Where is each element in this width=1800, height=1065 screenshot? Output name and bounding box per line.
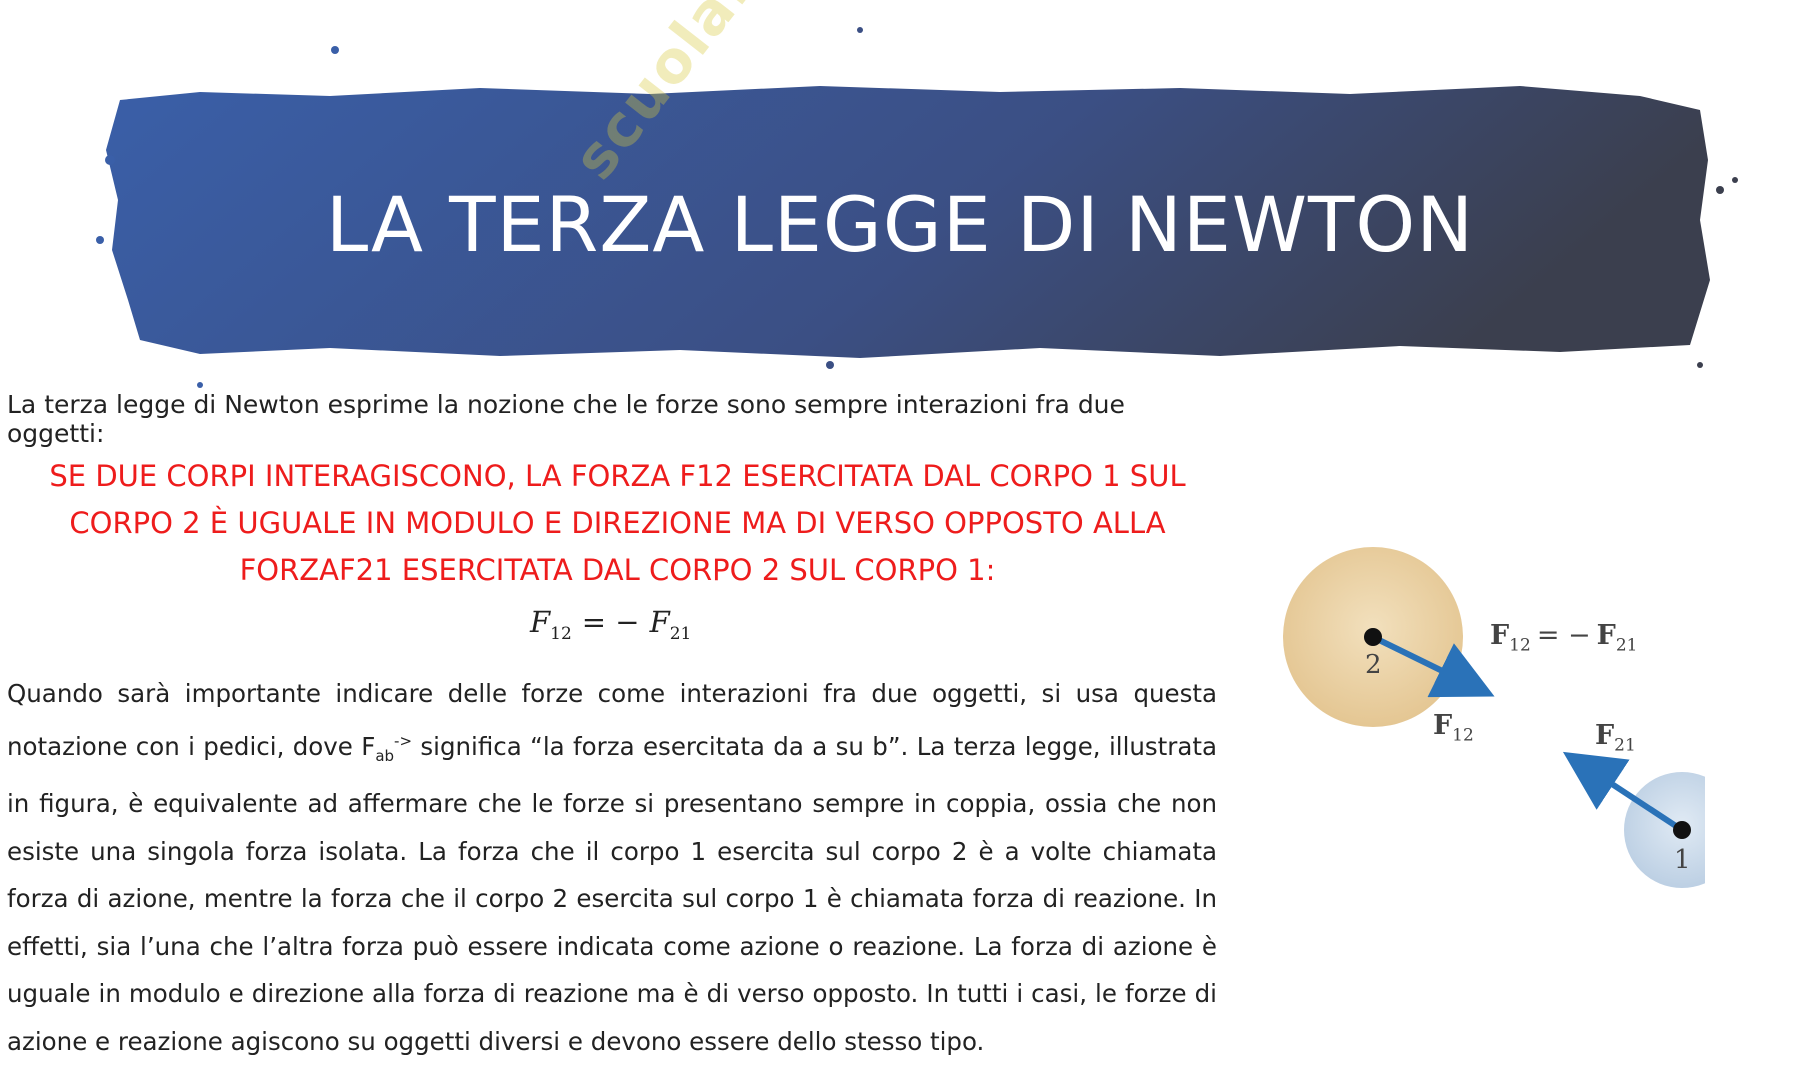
- relation-operator: = −: [1536, 620, 1591, 651]
- relation-sub: 12: [1509, 635, 1531, 656]
- intro-text: La terza legge di Newton esprime la nozione che le forze sono sempre interazioni fra due oggetti:: [7, 390, 1125, 448]
- law-statement: [30, 453, 1205, 594]
- f12-symbol: F: [1433, 710, 1453, 741]
- paragraph-text: significa “la forza esercitata da a su b”. La terza legge, illustrata in figura, è equivalente ad affermare che le forze si presentano sempre in coppia, ossia che non esiste una singola forza isolata. La forza che il corpo 1 esercita sul corpo 2 è a volte chiamata forza di azione, mentre la forza che il corpo 2 esercita sul corpo 1 è chiamata forza di reazione. In effetti, sia l’una che l’altra forza può essere indicata come azione o reazione. La forza di azione è uguale in modulo e direzione alla forza di reazione ma è di verso opposto. In tutti i casi, le forze di azione e reazione agiscono su oggetti diversi e devono essere dello stesso tipo.: [7, 731, 1217, 1056]
- formula-rhs-sub: 21: [669, 623, 692, 644]
- body-1-sphere: [1624, 772, 1705, 888]
- formula-rhs-symbol: F: [649, 605, 670, 639]
- third-law-figure: [1265, 540, 1705, 900]
- body-2-label: 2: [1365, 650, 1382, 680]
- law-formula: [530, 605, 691, 644]
- title-banner: [0, 0, 1800, 400]
- f12-label: [1433, 710, 1474, 745]
- formula-lhs-sub: 12: [550, 623, 572, 644]
- body-1-center: [1673, 821, 1691, 839]
- page-title: LA TERZA LEGGE DI NEWTON: [325, 180, 1475, 269]
- body-1-label: 1: [1674, 845, 1691, 875]
- law-statement-line: CORPO 2 È UGUALE IN MODULO E DIREZIONE MA DI VERSO OPPOSTO ALLA: [69, 506, 1166, 540]
- figure-drawing: [1265, 540, 1705, 900]
- f12-sub: 12: [1452, 725, 1474, 746]
- f21-sub: 21: [1614, 735, 1636, 756]
- relation-sub: 21: [1615, 635, 1638, 656]
- body-2-center: [1364, 628, 1382, 646]
- force-relation-label: [1490, 620, 1637, 655]
- paragraph-subscript: ab: [375, 746, 395, 765]
- relation-symbol: F: [1490, 620, 1510, 651]
- explanation-paragraph: [7, 670, 1217, 1065]
- law-statement-line: FORZAF21 ESERCITATA DAL CORPO 2 SUL CORPO 1:: [239, 553, 996, 587]
- paragraph-superscript: ->: [394, 731, 413, 750]
- formula-operator: = −: [581, 605, 640, 639]
- relation-symbol: F: [1596, 620, 1616, 651]
- f21-symbol: F: [1595, 720, 1615, 751]
- paragraph-text: Quando sarà importante indicare delle forze come interazioni fra due oggetti, si usa questa notazione con i pedici, dove F: [7, 679, 1217, 761]
- law-statement-line: SE DUE CORPI INTERAGISCONO, LA FORZA F12 ESERCITATA DAL CORPO 1 SUL: [49, 459, 1186, 493]
- f21-label: [1595, 720, 1636, 755]
- formula-lhs-symbol: F: [530, 605, 551, 639]
